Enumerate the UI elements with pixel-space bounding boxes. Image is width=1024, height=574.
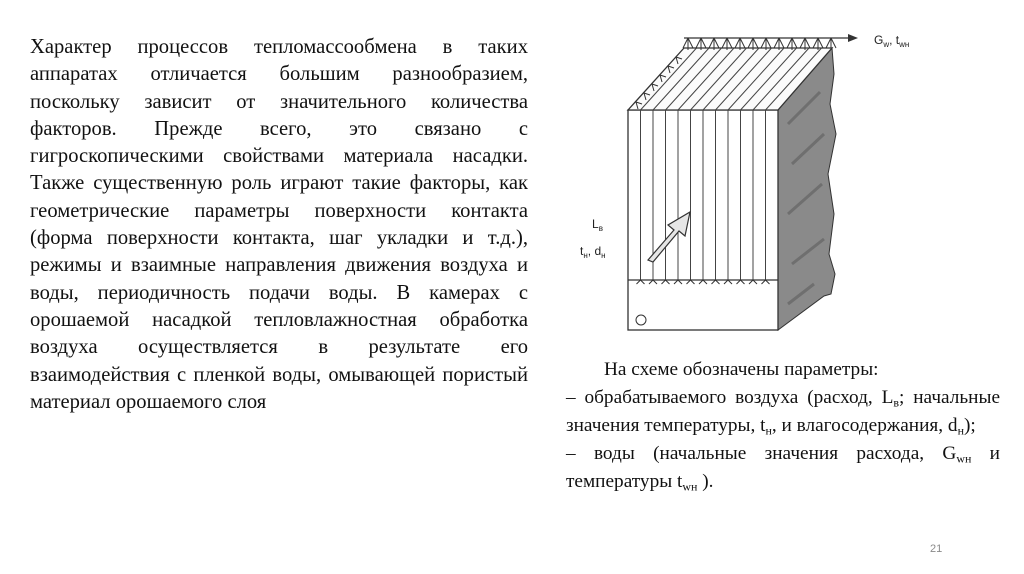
diagram-caption <box>566 356 1000 496</box>
body-paragraph: Характер процессов тепломассообмена в таких аппаратах отличается большим разнообразием, поскольку зависит от значительного количества факторов. Прежде всего, это связано с гигроскопическими свойствами материала насадки. Также существенную роль играют такие факторы, как геометрические параметры поверхности контакта (форма поверхности контакта, шаг укладки и т.д.), режимы и взаимные направления движения воздуха и воды, периодичность подачи воды. В камерах с орошаемой насадкой тепловлажностная обработка воздуха осуществляется в результате его взаимодействия с пленкой воды, омывающей пористый материал орошаемого слоя <box>30 36 528 413</box>
caption-intro: На схеме обозначены параметры: <box>604 359 879 380</box>
air-params-label: $t_н$, $d_н$ <box>580 244 606 260</box>
caption-water-params: – воды (начальные значения расхода, $G_{wн}$ и температуры $t_{wн}$ ). <box>566 443 1000 494</box>
water-supply-arrow <box>848 34 858 42</box>
page-number: 21 <box>930 543 943 555</box>
water-label: $G_w$, $t_{wн}$ <box>874 33 910 49</box>
irrigated-packing-diagram <box>552 14 1014 346</box>
air-flow-label: $L_в$ <box>592 217 603 233</box>
caption-air-params: – обрабатываемого воздуха (расход, $L_в$; начальные значения температуры, $t_н$, и влагосодержания, $d_н$); <box>566 387 1001 438</box>
diagram-drain-circle <box>636 315 646 325</box>
